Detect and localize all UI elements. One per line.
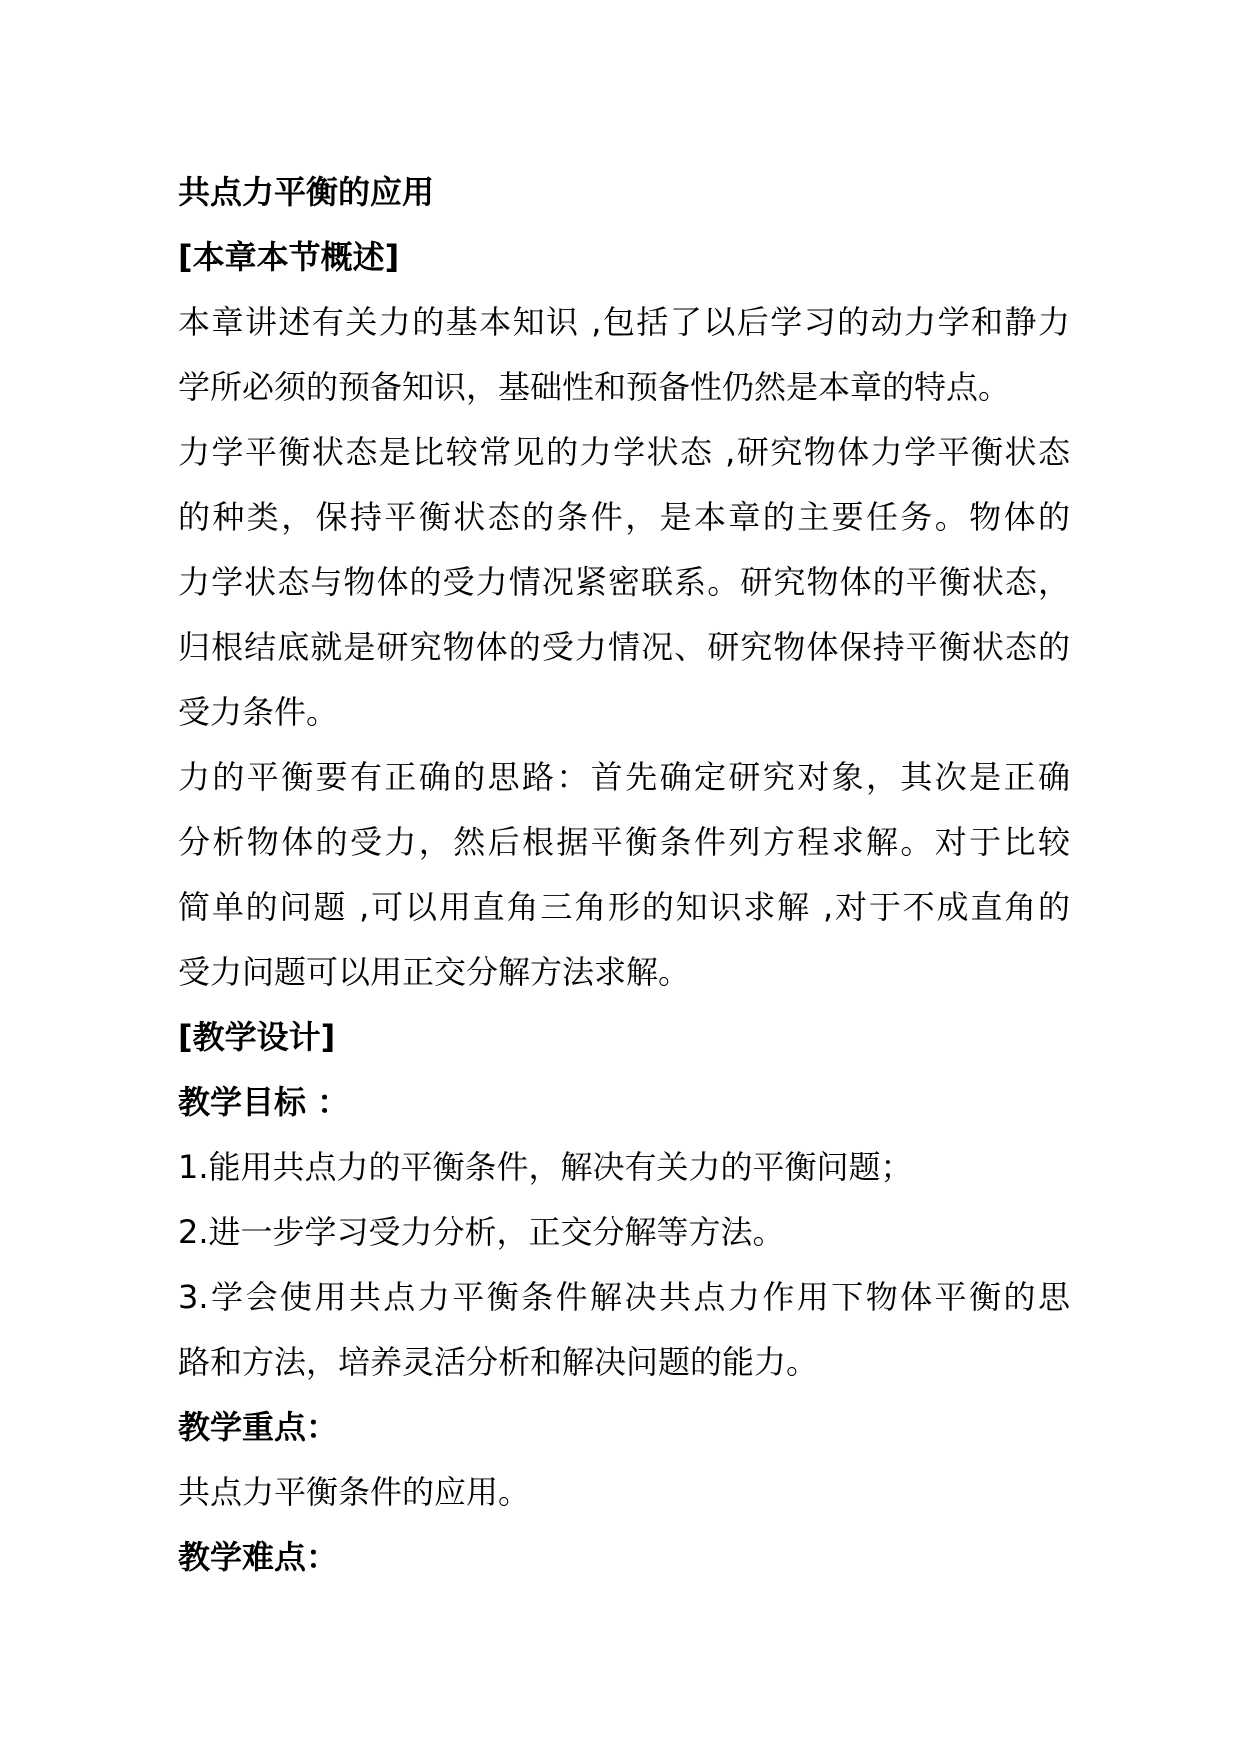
document-title: 共点力平衡的应用	[178, 173, 435, 211]
paragraph-line: 力学状态与物体的受力情况紧密联系。研究物体的平衡状态，	[178, 563, 1070, 601]
difficult-points-heading: 教学难点：	[178, 1538, 339, 1576]
paragraph-line: 简单的问题 ,可以用直角三角形的知识求解 ,对于不成直角的	[178, 888, 1070, 926]
overview-paragraph-2	[178, 420, 1070, 745]
paragraph-line: 受力问题可以用正交分解方法求解。	[178, 953, 691, 991]
paragraph-line: 力的平衡要有正确的思路：首先确定研究对象，其次是正确	[178, 758, 1070, 796]
goal-item-1: 1.能用共点力的平衡条件，解决有关力的平衡问题；	[178, 1148, 913, 1186]
paragraph-line: 的种类，保持平衡状态的条件，是本章的主要任务。物体的	[178, 498, 1070, 536]
paragraph-line: 力学平衡状态是比较常见的力学状态 ,研究物体力学平衡状态	[178, 433, 1070, 471]
goals-heading: 教学目标 ：	[178, 1083, 350, 1121]
paragraph-line: 本章讲述有关力的基本知识 ,包括了以后学习的动力学和静力	[178, 303, 1070, 341]
paragraph-line: 分析物体的受力，然后根据平衡条件列方程求解。对于比较	[178, 823, 1070, 861]
paragraph-line: 受力条件。	[178, 693, 339, 731]
paragraph-line: 学所必须的预备知识，基础性和预备性仍然是本章的特点。	[178, 368, 1011, 406]
goal-item-3	[178, 1265, 1070, 1395]
paragraph-line: 3.学会使用共点力平衡条件解决共点力作用下物体平衡的思	[178, 1278, 1070, 1316]
key-points-heading: 教学重点：	[178, 1408, 339, 1446]
document-page	[178, 160, 1070, 1590]
design-heading: [教学设计]	[178, 1018, 336, 1056]
paragraph-line: 路和方法，培养灵活分析和解决问题的能力。	[178, 1343, 819, 1381]
overview-paragraph-1	[178, 290, 1070, 420]
goal-item-2: 2.进一步学习受力分析，正交分解等方法。	[178, 1213, 785, 1251]
paragraph-line: 归根结底就是研究物体的受力情况、研究物体保持平衡状态的	[178, 628, 1070, 666]
overview-heading: [本章本节概述]	[178, 238, 400, 276]
overview-paragraph-3	[178, 745, 1070, 1005]
key-points-text: 共点力平衡条件的应用。	[178, 1473, 531, 1511]
